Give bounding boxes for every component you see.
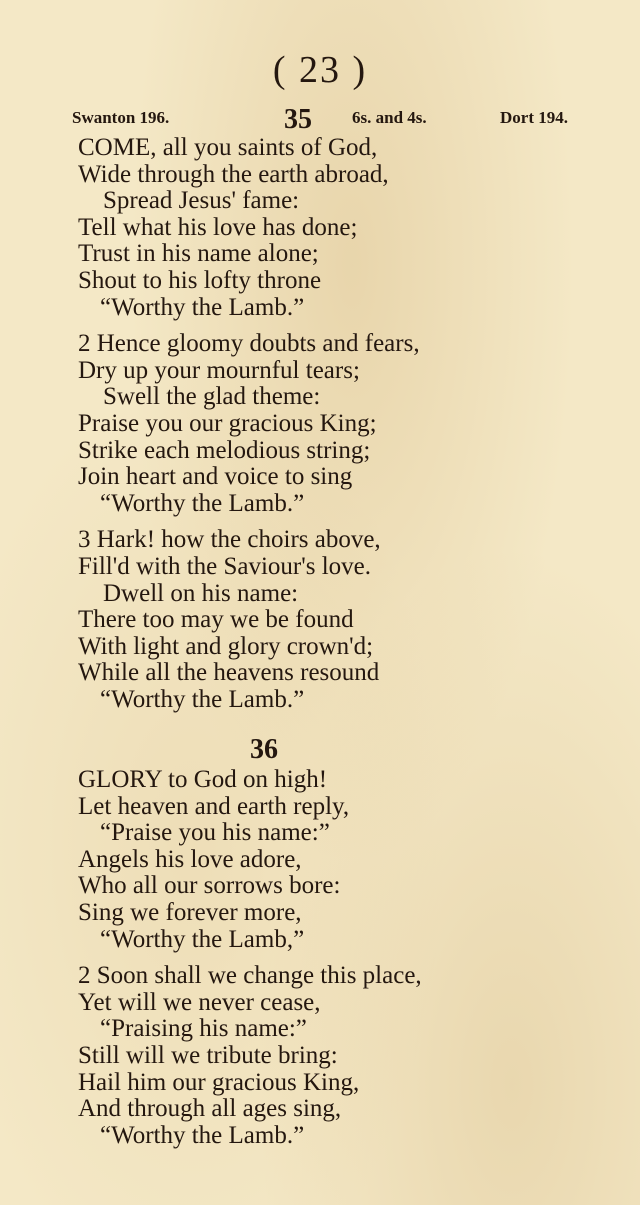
- hymn-35-text: [78, 135, 598, 723]
- verse-line: Hail him our gracious King,: [78, 1068, 360, 1096]
- verse-line: Strike each melodious string;: [78, 436, 371, 464]
- verse-line: While all the heavens resound: [78, 659, 380, 687]
- verse-line: Join heart and voice to sing: [78, 463, 353, 491]
- verse-line: GLORY to God on high!: [78, 766, 328, 793]
- refrain-line: “Worthy the Lamb.”: [100, 293, 305, 321]
- stanza: [78, 767, 598, 953]
- verse-line: Let heaven and earth reply,: [78, 792, 350, 820]
- verse-line: Tell what his love has done;: [78, 213, 358, 241]
- tune-reference-left: Swanton 196.: [72, 108, 170, 127]
- verse-line: Praise you our gracious King;: [78, 409, 377, 437]
- refrain-line: “Worthy the Lamb,”: [100, 925, 305, 953]
- verse-line: Spread Jesus' fame:: [103, 187, 300, 215]
- refrain-line: “Worthy the Lamb.”: [100, 489, 305, 517]
- stanza: [78, 527, 598, 713]
- verse-line: COME, all you saints of God,: [78, 134, 378, 161]
- verse-line: There too may we be found: [78, 606, 354, 634]
- refrain-line: “Worthy the Lamb.”: [100, 685, 305, 713]
- stanza: [78, 331, 598, 517]
- verse-line: And through all ages sing,: [78, 1095, 342, 1123]
- verse-line: Fill'd with the Saviour's love.: [78, 552, 372, 580]
- hymn-35-header: [0, 104, 640, 134]
- hymn-36-text: [78, 767, 598, 1159]
- verse-line: “Praise you his name:”: [100, 819, 330, 847]
- verse-line: Wide through the earth abroad,: [78, 160, 389, 188]
- verse-line: Who all our sorrows bore:: [78, 872, 341, 900]
- stanza: [78, 963, 598, 1149]
- verse-line: Shout to his lofty throne: [78, 266, 322, 294]
- verse-line: Trust in his name alone;: [78, 240, 319, 268]
- verse-line: 2 Hence gloomy doubts and fears,: [78, 330, 420, 358]
- verse-line: Still will we tribute bring:: [78, 1041, 338, 1069]
- stanza: [78, 135, 598, 321]
- hymn-35-number: 35: [284, 104, 312, 135]
- verse-line: Yet will we never cease,: [78, 988, 321, 1016]
- page-number: ( 23 ): [272, 49, 368, 91]
- verse-line: Sing we forever more,: [78, 898, 302, 926]
- verse-line: Angels his love adore,: [78, 845, 302, 873]
- verse-line: 2 Soon shall we change this place,: [78, 962, 422, 990]
- verse-line: Dwell on his name:: [103, 579, 299, 607]
- verse-line: Dry up your mournful tears;: [78, 356, 360, 384]
- refrain-line: “Worthy the Lamb.”: [100, 1121, 305, 1149]
- verse-line: 3 Hark! how the choirs above,: [78, 526, 381, 554]
- verse-line: Swell the glad theme:: [103, 383, 321, 411]
- meter: 6s. and 4s.: [352, 108, 427, 127]
- hymn-36-number: 36: [250, 734, 278, 765]
- tune-reference-right: Dort 194.: [500, 108, 568, 127]
- verse-line: “Praising his name:”: [100, 1015, 307, 1043]
- verse-line: With light and glory crown'd;: [78, 632, 374, 660]
